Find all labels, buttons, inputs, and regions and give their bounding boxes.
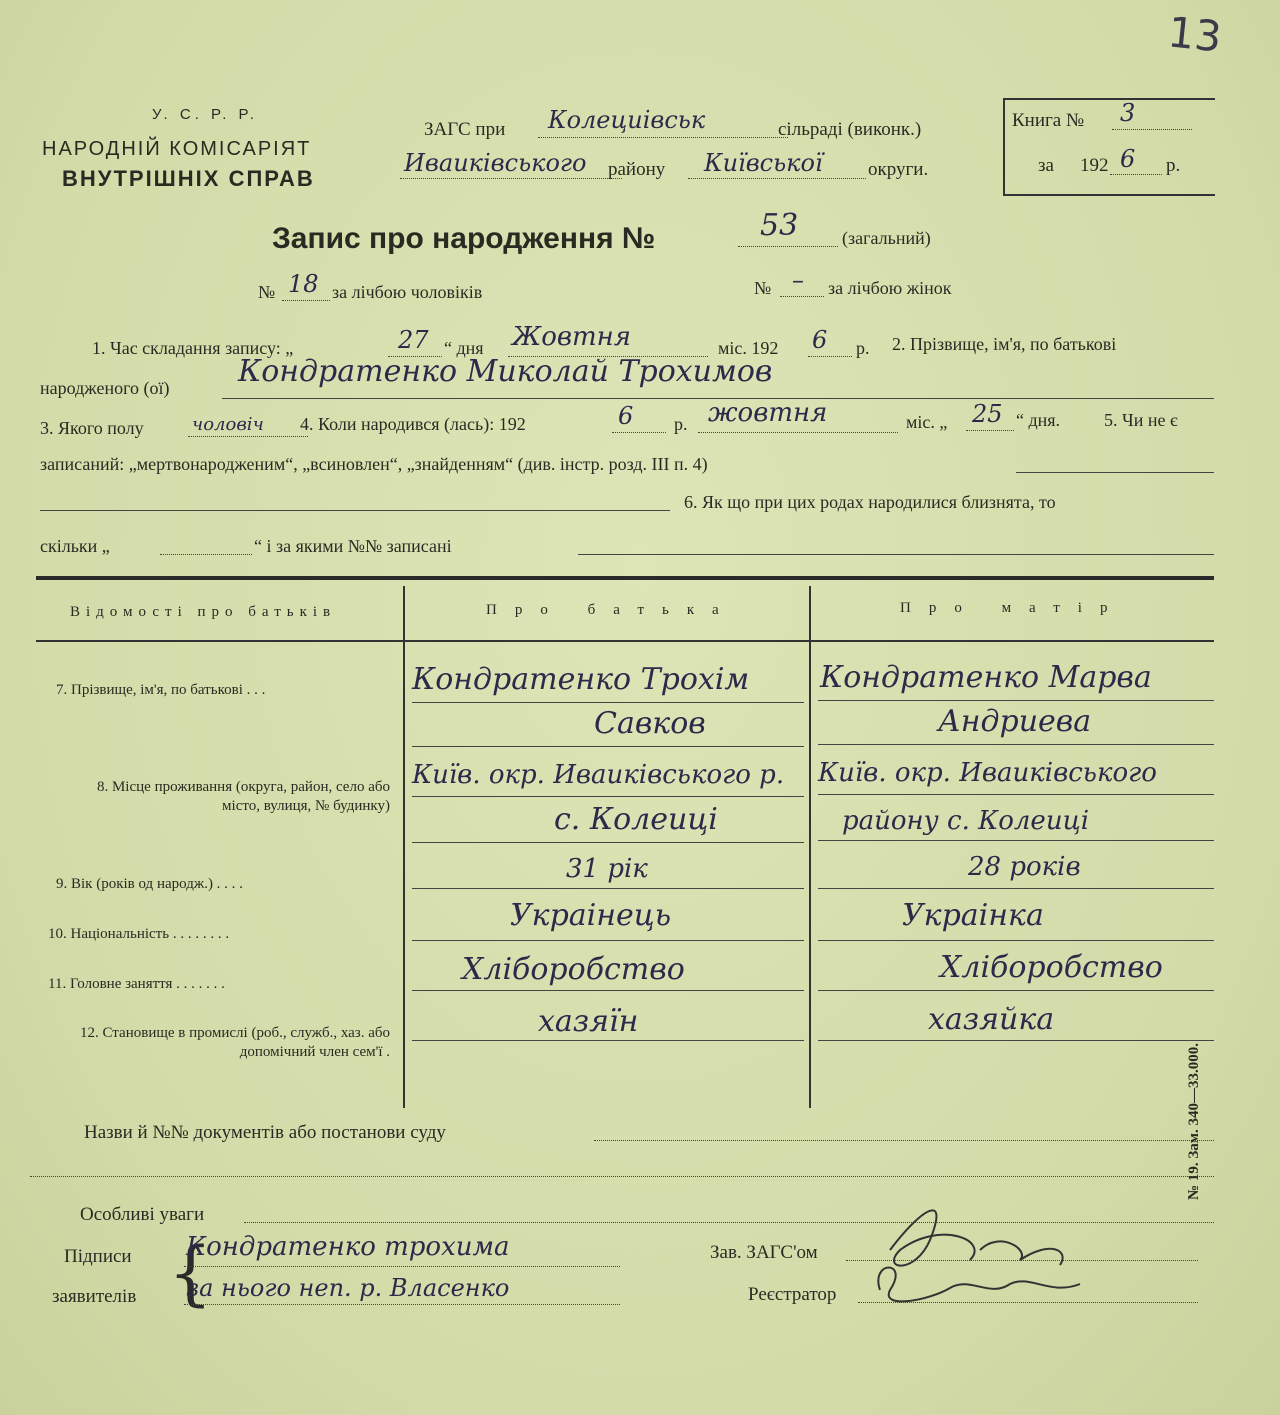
men-line: [282, 300, 330, 301]
record-number-note: (загальний): [842, 228, 931, 248]
record-number-line: [738, 246, 838, 247]
women-line: [780, 296, 824, 297]
zags-rada-line: [538, 137, 788, 138]
row7-mother-line2: [818, 744, 1214, 745]
women-hw: –: [792, 266, 804, 294]
record-title: Запис про народження №: [272, 222, 656, 255]
field1-month-suffix: міс. 192: [718, 338, 779, 358]
row12-mother-line: [818, 1040, 1214, 1041]
field5-answer-line2: [40, 510, 670, 511]
signatures-label: Підписи: [64, 1246, 132, 1267]
men-hw: 18: [288, 270, 319, 298]
okruha-hw: Київської: [704, 149, 823, 177]
field4-day-suffix: “ дня.: [1016, 410, 1061, 430]
men-label: за лічбою чоловіків: [332, 282, 483, 302]
field1-year-suffix: р.: [856, 338, 870, 358]
header-ministry: ВНУТРІШНІХ СПРАВ: [62, 166, 315, 191]
row11-label: 11. Головне заняття . . . . . . .: [48, 976, 225, 992]
row7-mother-hw: Кондратенко Марва: [820, 660, 1152, 695]
field6-count-line: [160, 554, 252, 555]
row7-mother-line1: [818, 700, 1214, 701]
table-col-divider-1: [403, 586, 405, 1108]
field3-hw: чоловіч: [192, 414, 264, 435]
book-box-left: [1003, 98, 1005, 196]
zags-head-label: Зав. ЗАГС'ом: [710, 1242, 818, 1263]
book-label: Книга №: [1012, 110, 1085, 131]
zags-rada-hw: Колециівськ: [548, 106, 706, 134]
okruha-suffix: округи.: [868, 159, 929, 180]
field3-label: 3. Якого полу: [40, 418, 144, 438]
row7-father-line1: [412, 702, 804, 703]
book-year-line: [1110, 174, 1162, 175]
row7-father-hw: Кондратенко Трохім: [412, 662, 750, 697]
row12-father-hw: хазяїн: [538, 1004, 639, 1039]
field2-line2: народженого (ої): [40, 378, 170, 398]
field4-day-hw: 25: [972, 400, 1003, 428]
row12-label: 12. Становище в промислі (роб., служб., хаз. або допомічний член сем'ї .: [80, 1025, 390, 1060]
book-year-suffix: р.: [1166, 155, 1181, 176]
record-number-hw: 53: [760, 208, 799, 243]
field1-month-hw: Жовтня: [512, 322, 631, 352]
row9-mother-line: [818, 888, 1214, 889]
row11-mother-line: [818, 990, 1214, 991]
row11-father-line: [412, 990, 804, 991]
row8-mother-hw: Київ. окр. Иваиківського: [818, 758, 1157, 788]
col-header-mother: Про матір: [900, 600, 1126, 616]
row8-mother-line1: [818, 794, 1214, 795]
col-header-father: Про батька: [486, 602, 737, 618]
row8-father-line1: [412, 796, 804, 797]
row10-label: 10. Національність . . . . . . . .: [48, 926, 230, 942]
table-header-rule: [36, 640, 1214, 642]
row7-father-hw2: Савков: [594, 706, 706, 741]
book-year-prefix: 192: [1080, 155, 1109, 176]
district-line: [400, 178, 622, 179]
field1-day-suffix: “ дня: [444, 338, 484, 358]
documents-line: [594, 1140, 1214, 1141]
field4-year-hw: 6: [618, 402, 634, 430]
row10-mother-hw: Украінка: [902, 898, 1044, 933]
row7-label: 7. Прізвище, ім'я, по батькові . . .: [56, 682, 266, 698]
applicants-label: заявителів: [52, 1286, 137, 1307]
signature-brace: {: [168, 1232, 213, 1314]
row11-mother-hw: Хліборобство: [940, 950, 1163, 985]
row8-father-hw: Київ. окр. Иваиківського р.: [412, 760, 785, 790]
field6-line2a: скільки „: [40, 536, 110, 556]
field4-month-line: [698, 432, 898, 433]
field4-month-suffix: міс. „: [906, 412, 948, 432]
field5-line2: записаний: „мертвонародженим“, „всиновлен“, „знайденням“ (див. інстр. розд. III п. 4): [40, 454, 708, 474]
row10-father-line: [412, 940, 804, 941]
row9-father-line: [412, 888, 804, 889]
row8-mother-hw2: району с. Колеиці: [842, 806, 1090, 836]
field1-year-hw: 6: [812, 326, 828, 354]
row8-father-hw2: с. Колеиці: [554, 802, 718, 837]
row9-father-hw: 31 рік: [566, 854, 648, 884]
zags-rada-suffix: сільраді (виконк.): [778, 119, 922, 140]
book-year-hw: 6: [1120, 145, 1136, 173]
book-box-top: [1003, 98, 1215, 100]
field1-label: 1. Час складання запису: „: [92, 338, 294, 358]
row8-label: 8. Місце проживання (округа, район, село або місто, вулиця, № будинку): [96, 779, 390, 814]
official-signatures-scribble: [820, 1180, 1120, 1320]
documents-line2: [30, 1176, 1214, 1177]
book-box-bottom: [1003, 194, 1215, 196]
header-commissariat: НАРОДНІЙ КОМІСАРІЯТ: [42, 138, 312, 160]
row9-label: 9. Вік (років од народж.) . . . .: [56, 876, 243, 892]
signature1-hw: Кондратенко трохима: [186, 1232, 510, 1262]
table-top-rule: [36, 576, 1214, 580]
field3-line: [188, 436, 308, 437]
corner-number-mark: 13: [1165, 7, 1224, 62]
field6-line2b: “ і за якими №№ записані: [254, 536, 452, 556]
signature-line1: [184, 1266, 620, 1267]
signature2-hw: за нього неп. р. Власенко: [186, 1274, 510, 1302]
notes-label: Особливі уваги: [80, 1204, 205, 1225]
side-print-mark: № 19. Зам. 340—33.000.: [1186, 1043, 1202, 1200]
field6-numbers-line: [578, 554, 1214, 555]
field2-hw-name: Кондратенко Миколай Трохимов: [238, 354, 773, 389]
women-label: за лічбою жінок: [828, 278, 952, 298]
row10-father-hw: Украінець: [510, 898, 672, 933]
okruha-line: [688, 178, 866, 179]
field4-year-suffix: р.: [674, 414, 688, 434]
field1-day-hw: 27: [398, 326, 429, 354]
district-suffix: району: [608, 159, 666, 180]
signature-line2: [184, 1304, 620, 1305]
field4-day-line: [966, 430, 1014, 431]
header-ussr: У. С. Р. Р.: [152, 106, 258, 123]
documents-label: Назви й №№ документів або постанови суду: [84, 1122, 446, 1143]
zags-prefix: ЗАГС при: [424, 119, 506, 140]
col-header-info: Відомості про батьків: [70, 604, 337, 620]
row11-father-hw: Хліборобство: [462, 952, 685, 987]
district-hw: Иваиківського: [404, 149, 587, 177]
row10-mother-line: [818, 940, 1214, 941]
field1-year-line: [808, 356, 852, 357]
field4-label: 4. Коли народився (лась): 192: [300, 414, 526, 434]
book-number-line: [1112, 129, 1192, 130]
women-prefix: №: [754, 278, 772, 298]
men-prefix: №: [258, 282, 276, 302]
row9-mother-hw: 28 років: [968, 852, 1081, 882]
row7-father-line2: [412, 746, 804, 747]
field5-answer-line: [1016, 472, 1214, 473]
book-number-hw: 3: [1120, 99, 1136, 127]
field2-label: 2. Прізвище, ім'я, по батькові: [892, 334, 1117, 354]
row8-father-line2: [412, 842, 804, 843]
field4-month-hw: жовтня: [708, 398, 828, 428]
row12-mother-hw: хазяйка: [928, 1002, 1055, 1037]
field4-year-line: [612, 432, 666, 433]
registrar-label: Реєстратор: [748, 1284, 837, 1305]
row12-father-line: [412, 1040, 804, 1041]
field5-label: 5. Чи не є: [1104, 410, 1178, 430]
row7-mother-hw2: Андриева: [938, 704, 1092, 739]
table-col-divider-2: [809, 586, 811, 1108]
book-year-label: за: [1038, 155, 1054, 176]
row8-mother-line2: [818, 840, 1214, 841]
field6-label: 6. Як що при цих родах народилися близнята, то: [684, 492, 1056, 512]
